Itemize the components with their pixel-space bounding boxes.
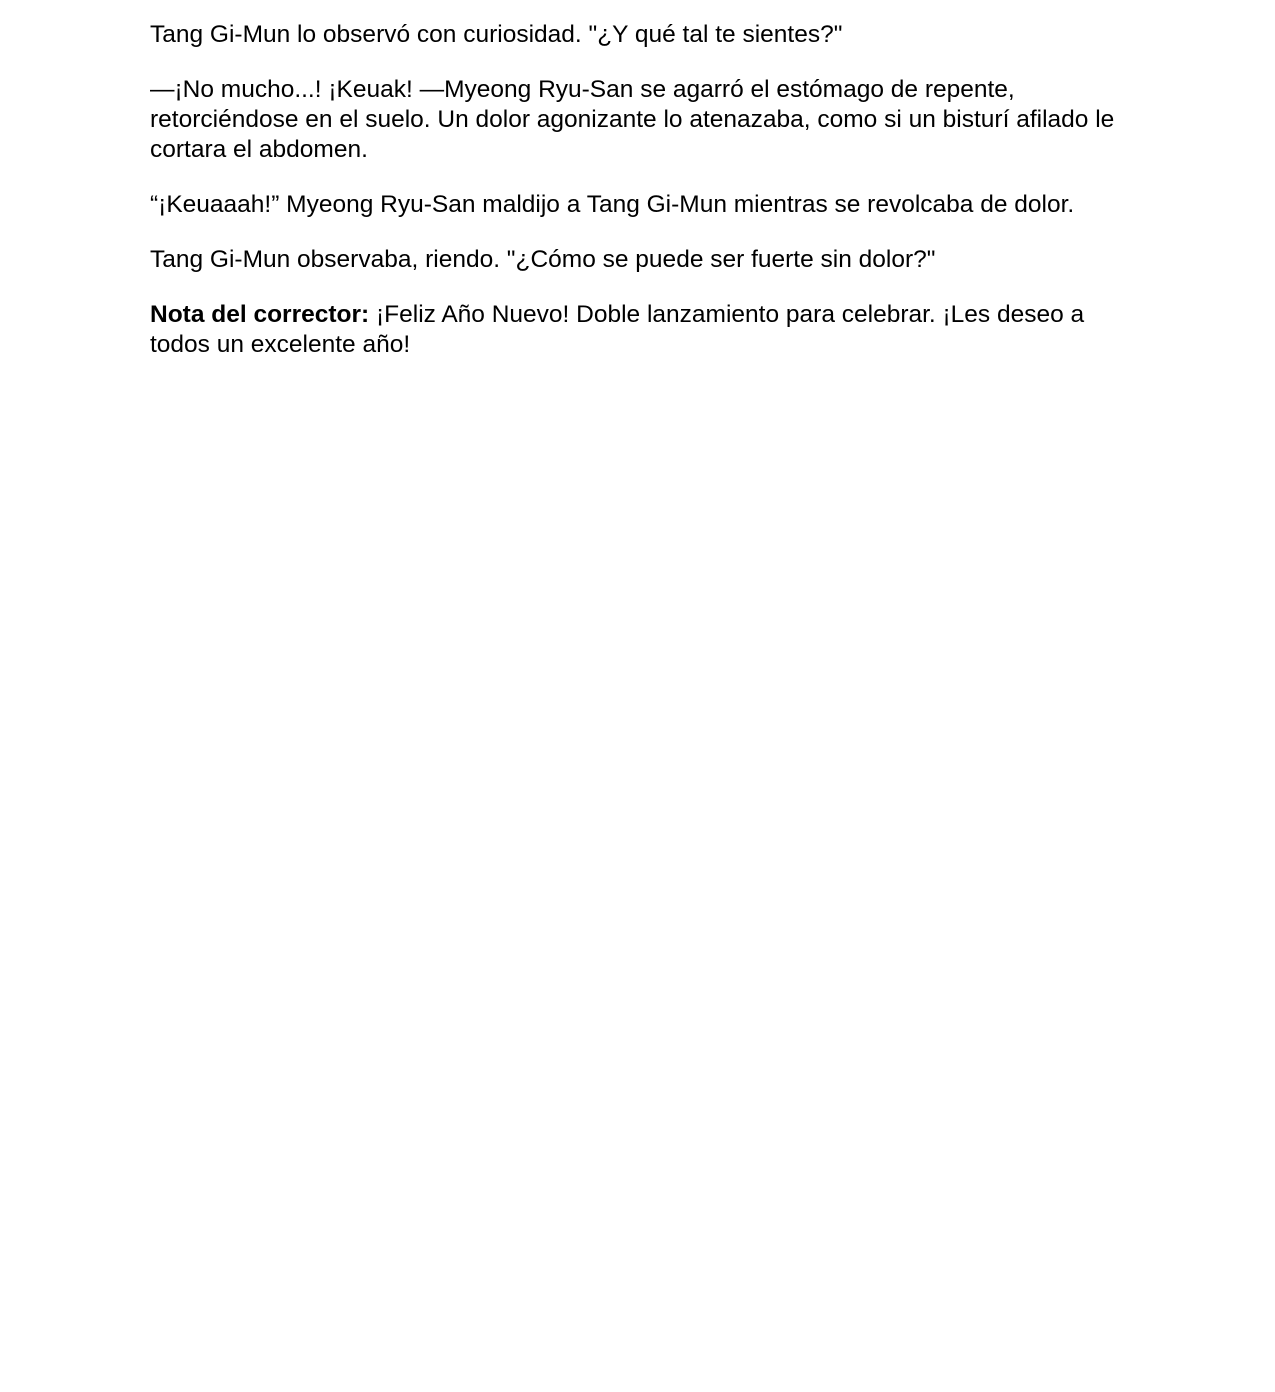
note-label: Nota del corrector:	[150, 301, 370, 328]
paragraph: Tang Gi-Mun observaba, riendo. "¿Cómo se puede ser fuerte sin dolor?"	[150, 246, 936, 273]
paragraph: Tang Gi-Mun lo observó con curiosidad. "¿Y qué tal te sientes?"	[150, 21, 843, 48]
paragraph: —¡No mucho...! ¡Keuak! —Myeong Ryu-San se agarró el estómago de repente, retorciéndose en el suelo. Un dolor agonizante lo atenazaba, como si un bisturí afilado le cortara el abdomen.	[150, 76, 1115, 163]
document-page	[150, 20, 1125, 385]
note-text: ¡Feliz Año Nuevo! Doble lanzamiento para celebrar. ¡Les deseo a todos un excelente año!	[150, 301, 1085, 358]
paragraph: “¡Keuaaah!” Myeong Ryu-San maldijo a Tang Gi-Mun mientras se revolcaba de dolor.	[150, 191, 1075, 218]
translator-note	[150, 300, 1125, 360]
